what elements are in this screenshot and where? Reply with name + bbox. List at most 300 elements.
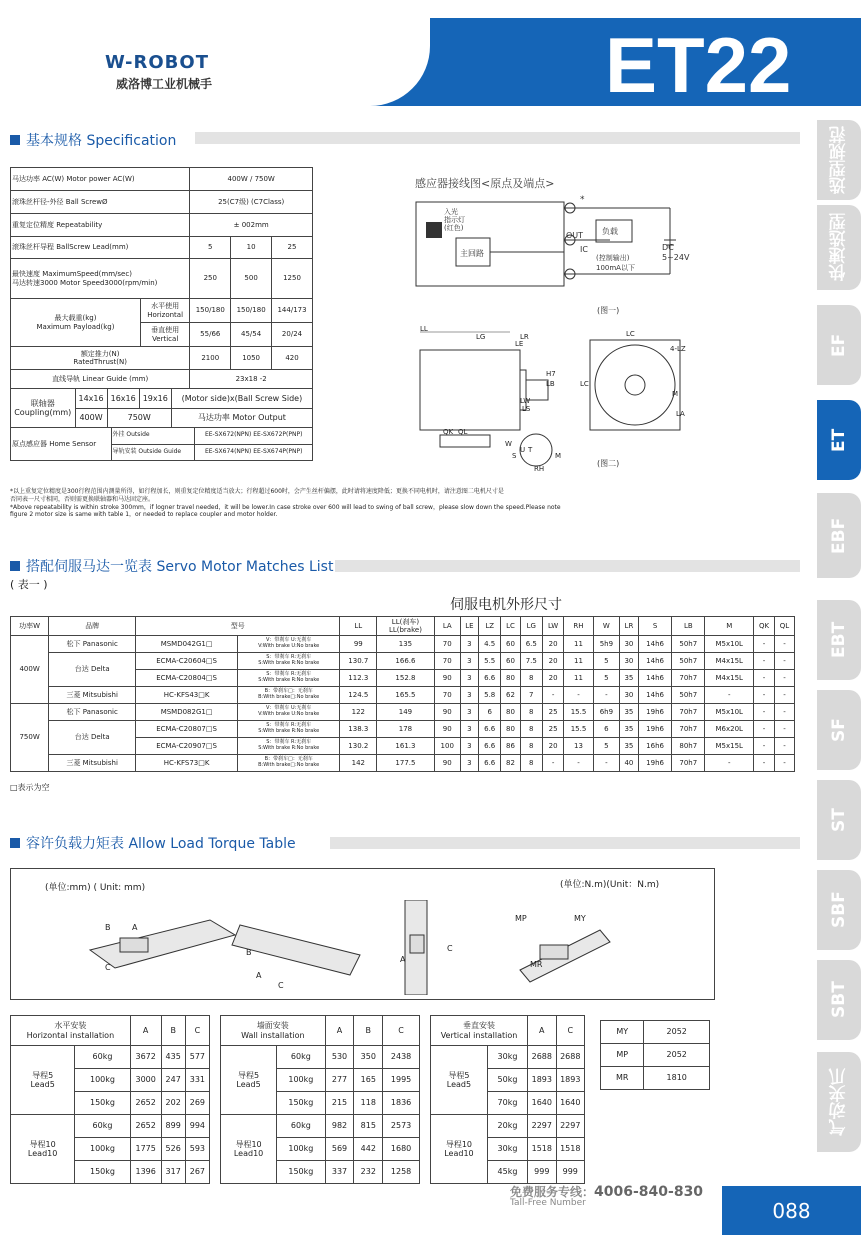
- light-label-3: (红色): [444, 224, 464, 232]
- dc-voltage: 5~24V: [662, 253, 690, 262]
- label-my: MY: [574, 914, 586, 923]
- vertical-value: 55/66: [190, 323, 231, 347]
- coupling-power: 400W: [75, 408, 107, 427]
- torque-cell: 982: [325, 1115, 354, 1138]
- servo-cell: -: [705, 686, 754, 703]
- servo-cell: 99: [340, 635, 377, 652]
- thrust-value: 420: [272, 347, 313, 370]
- torque-table-title: 墙面安装 Wall installation: [221, 1016, 326, 1046]
- torque-section-bar: [330, 837, 800, 849]
- dim-lg: LG: [476, 333, 486, 341]
- dim-u: U: [520, 446, 526, 454]
- servo-col-header: LG: [520, 616, 543, 635]
- servo-cell: 60: [501, 652, 520, 669]
- ic-note: (控制输出): [596, 254, 630, 262]
- servo-cell: 178: [377, 720, 434, 737]
- servo-col-header: QL: [774, 616, 794, 635]
- torque-title-text: 容许负载力矩表 Allow Load Torque Table: [26, 836, 296, 852]
- torque-table-title: 水平安装 Horizontal installation: [11, 1016, 131, 1046]
- dim-lc: LC: [626, 330, 635, 338]
- servo-brake: S：带刹车 R:无刹车 S:With brake R:No brake: [237, 720, 339, 737]
- dim-lb: LB: [546, 380, 555, 388]
- servo-col-header: QK: [754, 616, 775, 635]
- servo-cell: -: [593, 754, 619, 771]
- side-tab-7[interactable]: ST: [817, 780, 861, 860]
- servo-cell: -: [754, 703, 775, 720]
- torque-cell: 100kg: [277, 1138, 326, 1161]
- servo-brand: 松下 Panasonic: [49, 635, 136, 652]
- torque-cell: 100kg: [75, 1138, 130, 1161]
- servo-cell: 3: [460, 652, 478, 669]
- servo-cell: 130.7: [340, 652, 377, 669]
- dim-lz: 4-LZ: [670, 345, 686, 353]
- servo-model: ECMA-C20804□S: [136, 669, 238, 686]
- label-a: A: [132, 923, 138, 932]
- torque-cell: 1893: [528, 1069, 556, 1092]
- servo-cell: 86: [501, 737, 520, 754]
- servo-cell: 35: [619, 669, 638, 686]
- servo-cell: 112.3: [340, 669, 377, 686]
- servo-cell: 90: [434, 754, 460, 771]
- servo-brand: 台达 Delta: [49, 720, 136, 754]
- vertical-label: 垂直使用 Vertical: [141, 323, 190, 347]
- servo-cell: 8: [520, 669, 543, 686]
- servo-table: [10, 594, 795, 772]
- torque-cell: 1680: [383, 1138, 420, 1161]
- servo-cell: 165.5: [377, 686, 434, 703]
- servo-cell: 6.6: [478, 754, 501, 771]
- torque-cell: 70kg: [487, 1092, 527, 1115]
- servo-cell: -: [774, 686, 794, 703]
- torque-cell: 1258: [383, 1161, 420, 1184]
- servo-cell: 80: [501, 720, 520, 737]
- servo-cell: 62: [501, 686, 520, 703]
- side-tab-4[interactable]: EBF: [817, 493, 861, 578]
- vertical-value: 45/54: [231, 323, 272, 347]
- servo-row: [11, 652, 795, 669]
- torque-cell: 150kg: [75, 1161, 130, 1184]
- servo-col-header: LW: [543, 616, 564, 635]
- torque-cell: 1775: [130, 1138, 161, 1161]
- servo-cell: -: [774, 703, 794, 720]
- torque-cell: 1640: [528, 1092, 556, 1115]
- lead-value: 10: [231, 237, 272, 259]
- servo-cell: 20: [543, 635, 564, 652]
- speed-value: 1250: [272, 259, 313, 299]
- servo-brake: V：带刹车 U:无刹车 V:With brake U:No brake: [237, 635, 339, 652]
- torque-cell: 269: [185, 1092, 209, 1115]
- torque-cell: 1396: [130, 1161, 161, 1184]
- servo-cell: 8: [520, 754, 543, 771]
- torque-cell: 815: [354, 1115, 383, 1138]
- spec-section-bar: [195, 132, 800, 144]
- spec-row-value: 25(C7级) (C7Class): [190, 191, 313, 214]
- moment-value: 2052: [644, 1021, 710, 1044]
- servo-cell: -: [774, 737, 794, 754]
- wiring-title: 感应器接线图<原点及端点>: [415, 177, 555, 190]
- coupling-power: 750W: [107, 408, 171, 427]
- note-line: 否同表一尺寸相同，否则需更换联轴器和马达固定座。: [10, 495, 155, 503]
- servo-cell: 70h7: [672, 669, 705, 686]
- torque-col-header: A: [325, 1016, 354, 1046]
- torque-cell: 30kg: [487, 1046, 527, 1069]
- torque-cell: 1893: [556, 1069, 584, 1092]
- servo-brand: 三菱 Mitsubishi: [49, 686, 136, 703]
- lead-label: 导程10 Lead10: [431, 1115, 488, 1184]
- servo-cell: 8: [520, 703, 543, 720]
- servo-cell: 142: [340, 754, 377, 771]
- sensor-table: [11, 428, 312, 460]
- coupling-desc: (Motor side)x(Ball Screw Side): [171, 389, 312, 408]
- dim-ql: QL: [458, 428, 468, 436]
- main-circuit-label: 主回路: [460, 249, 484, 258]
- servo-cell: -: [593, 686, 619, 703]
- sensor-label: 原点感应器 Home Sensor: [11, 428, 111, 460]
- torque-row: [11, 1046, 210, 1069]
- servo-col-header: 功率W: [11, 616, 49, 635]
- dim-w: W: [505, 440, 512, 448]
- side-tab-5[interactable]: EBT: [817, 600, 861, 680]
- lead-value: 5: [190, 237, 231, 259]
- torque-row: [431, 1046, 585, 1069]
- vertical-torque-table: [430, 1015, 585, 1184]
- horizontal-value: 150/180: [231, 299, 272, 323]
- servo-cell: 11: [564, 652, 594, 669]
- dim-ls: LS: [522, 405, 531, 413]
- square-bullet-icon: [10, 561, 20, 571]
- servo-cell: 70: [434, 686, 460, 703]
- servo-cell: 50h7: [672, 652, 705, 669]
- servo-cell: 30: [619, 686, 638, 703]
- servo-cell: 6.5: [520, 635, 543, 652]
- label-mr: MR: [530, 960, 543, 969]
- servo-cell: 177.5: [377, 754, 434, 771]
- servo-cell: M4x15L: [705, 669, 754, 686]
- servo-col-header: LC: [501, 616, 520, 635]
- servo-col-header: M: [705, 616, 754, 635]
- servo-cell: 5.8: [478, 686, 501, 703]
- horizontal-value: 144/173: [272, 299, 313, 323]
- torque-cell: 526: [161, 1138, 185, 1161]
- servo-cell: 14h6: [638, 669, 671, 686]
- servo-brand: 三菱 Mitsubishi: [49, 754, 136, 771]
- servo-cell: -: [774, 652, 794, 669]
- side-tab-10[interactable]: 气动夹爪: [817, 1052, 861, 1152]
- torque-cell: 317: [161, 1161, 185, 1184]
- sensor-in-values: EE-SX674(NPN) EE-SX674P(PNP): [195, 444, 312, 460]
- servo-cell: 40: [619, 754, 638, 771]
- torque-row: [221, 1046, 420, 1069]
- servo-cell: 3: [460, 754, 478, 771]
- figure-2-label: (图二): [597, 459, 620, 468]
- torque-cell: 2688: [556, 1046, 584, 1069]
- torque-col-header: C: [556, 1016, 584, 1046]
- torque-cell: 247: [161, 1069, 185, 1092]
- light-label: 入光: [444, 208, 458, 216]
- side-tab-0[interactable]: 选型规范: [817, 120, 861, 200]
- torque-cell: 60kg: [75, 1046, 130, 1069]
- dim-ll: LL: [420, 325, 428, 333]
- side-tab-3[interactable]: ET: [817, 400, 861, 480]
- servo-row: [11, 754, 795, 771]
- side-tab-1[interactable]: 快速选型: [817, 205, 861, 290]
- servo-cell: 35: [619, 720, 638, 737]
- moment-label: MR: [601, 1067, 644, 1090]
- torque-illustrations: [60, 900, 620, 995]
- servo-model: MSMD082G1□: [136, 703, 238, 720]
- dc-label: DC: [662, 243, 674, 252]
- servo-power: 400W: [11, 635, 49, 703]
- thrust-label: 额定推力(N) RatedThrust(N): [11, 347, 190, 370]
- servo-section-title: [10, 556, 333, 576]
- servo-cell: 16h6: [638, 737, 671, 754]
- torque-cell: 202: [161, 1092, 185, 1115]
- square-bullet-icon: [10, 838, 20, 848]
- torque-cell: 60kg: [277, 1115, 326, 1138]
- servo-table-title: 伺服电机外形尺寸: [449, 596, 562, 613]
- servo-cell: 6.6: [478, 669, 501, 686]
- servo-cell: 6.6: [478, 737, 501, 754]
- servo-brake: V：带刹车 U:无刹车 V:With brake U:No brake: [237, 703, 339, 720]
- servo-row: [11, 720, 795, 737]
- servo-cell: M4x15L: [705, 652, 754, 669]
- dim-h7: H7: [546, 370, 556, 378]
- torque-cell: 150kg: [277, 1092, 326, 1115]
- servo-cell: 70h7: [672, 754, 705, 771]
- label-b: B: [105, 923, 111, 932]
- servo-cell: M6x20L: [705, 720, 754, 737]
- torque-cell: 20kg: [487, 1115, 527, 1138]
- servo-cell: 80: [501, 703, 520, 720]
- note-line: *Above repeatability is within stroke 300mm，if logner travel needed，it will be lower.In case stroke over 600 will lead to swing of ball screw，please slow down the speed.Please note: [10, 503, 561, 511]
- torque-cell: 1836: [383, 1092, 420, 1115]
- moment-row: [601, 1021, 710, 1044]
- servo-col-header: LL(刹车) LL(brake): [377, 616, 434, 635]
- torque-cell: 232: [354, 1161, 383, 1184]
- servo-title-text: 搭配伺服马达一览表 Servo Motor Matches List: [26, 559, 334, 575]
- servo-cell: 13: [564, 737, 594, 754]
- dim-t: T: [528, 446, 533, 454]
- torque-col-header: A: [130, 1016, 161, 1046]
- label-mp: MP: [515, 914, 527, 923]
- lead-label: 滚珠丝杆导程 BallScrew Lead(mm): [11, 237, 190, 259]
- dim-la: LA: [676, 410, 685, 418]
- torque-col-header: A: [528, 1016, 556, 1046]
- dim-s: S: [512, 452, 517, 460]
- dim-qk: QK: [443, 428, 454, 436]
- dim-lw: LW: [520, 397, 531, 405]
- spec-row-value: 400W / 750W: [190, 168, 313, 191]
- servo-cell: 20: [543, 652, 564, 669]
- servo-model: ECMA-C20807□S: [136, 720, 238, 737]
- torque-cell: 150kg: [75, 1092, 130, 1115]
- torque-cell: 2297: [528, 1115, 556, 1138]
- servo-col-header: LE: [460, 616, 478, 635]
- spec-row-label: 滚珠丝杆径-外径 Ball ScrewØ: [11, 191, 190, 214]
- label-c-3: C: [447, 944, 453, 953]
- page-number: 088: [722, 1186, 861, 1235]
- ic-note-2: 100mA以下: [596, 264, 635, 272]
- servo-cell: 8: [520, 720, 543, 737]
- servo-cell: 80: [501, 669, 520, 686]
- torque-col-header: B: [161, 1016, 185, 1046]
- servo-cell: 11: [564, 669, 594, 686]
- note-line: figure 2 motor size is same with table 1，or needed to replace coupler and motor holder.: [10, 511, 278, 519]
- label-a-3: A: [400, 955, 406, 964]
- servo-cell: M5x15L: [705, 737, 754, 754]
- servo-cell: 5.5: [478, 652, 501, 669]
- servo-model: HC-KFS43□K: [136, 686, 238, 703]
- model-title: ET22: [605, 21, 792, 109]
- moment-table: [600, 1020, 710, 1090]
- torque-cell: 277: [325, 1069, 354, 1092]
- servo-cell: 90: [434, 703, 460, 720]
- coupling-size: 19x16: [139, 389, 171, 408]
- servo-cell: 80h7: [672, 737, 705, 754]
- torque-cell: 999: [556, 1161, 584, 1184]
- sensor-out-label: 外挂 Outside: [111, 428, 195, 444]
- moment-label: MY: [601, 1021, 644, 1044]
- servo-brand: 松下 Panasonic: [49, 703, 136, 720]
- label-b-2: B: [246, 948, 252, 957]
- label-c-2: C: [278, 981, 284, 990]
- servo-cell: 15.5: [564, 720, 594, 737]
- servo-cell: 50h7: [672, 635, 705, 652]
- servo-cell: 166.6: [377, 652, 434, 669]
- servo-col-header: 品牌: [49, 616, 136, 635]
- torque-cell: 1518: [528, 1138, 556, 1161]
- servo-cell: 100: [434, 737, 460, 754]
- servo-cell: M5x10L: [705, 635, 754, 652]
- lead-label: 导程10 Lead10: [11, 1115, 75, 1184]
- side-tab-2[interactable]: EF: [817, 305, 861, 385]
- hotline-number: 4006-840-830: [594, 1184, 704, 1200]
- note-line: *以上重复定位精度是300行程范围内测量所得，如行程加长，则重复定位精度适当放大；行程超过600时，会产生丝杆偏摆，此时请将速度降低；更换不同电机时，请注意图二电机尺寸是: [10, 488, 504, 495]
- servo-model: HC-KFS73□K: [136, 754, 238, 771]
- torque-cell: 1995: [383, 1069, 420, 1092]
- dim-lc-side: LC: [580, 380, 589, 388]
- servo-cell: 70: [434, 635, 460, 652]
- lead-label: 导程5 Lead5: [11, 1046, 75, 1115]
- servo-cell: 7.5: [520, 652, 543, 669]
- dim-lr: LR: [520, 333, 529, 341]
- torque-cell: 2573: [383, 1115, 420, 1138]
- guide-label: 直线导轨 Linear Guide (mm): [11, 370, 190, 389]
- servo-cell: 30: [619, 635, 638, 652]
- figure-1-label: (图一): [597, 306, 620, 315]
- servo-cell: 5: [593, 669, 619, 686]
- servo-cell: 3: [460, 720, 478, 737]
- servo-brake: B：带刹车□：无刹车 B:With brake□:No brake: [237, 754, 339, 771]
- torque-col-header: B: [354, 1016, 383, 1046]
- servo-cell: 70: [434, 652, 460, 669]
- side-tab-9[interactable]: SBT: [817, 960, 861, 1040]
- servo-cell: 7: [520, 686, 543, 703]
- star-mark: *: [580, 195, 585, 205]
- servo-cell: 14h6: [638, 652, 671, 669]
- servo-cell: -: [754, 686, 775, 703]
- torque-cell: 2652: [130, 1115, 161, 1138]
- side-tab-6[interactable]: SF: [817, 690, 861, 770]
- servo-cell: 60: [501, 635, 520, 652]
- horizontal-torque-table: [10, 1015, 210, 1184]
- torque-col-header: C: [383, 1016, 420, 1046]
- servo-cell: M5x10L: [705, 703, 754, 720]
- servo-cell: 8: [520, 737, 543, 754]
- lead-value: 25: [272, 237, 313, 259]
- torque-cell: 569: [325, 1138, 354, 1161]
- servo-cell: 6: [593, 720, 619, 737]
- lead-label: 导程5 Lead5: [431, 1046, 488, 1115]
- thrust-value: 1050: [231, 347, 272, 370]
- servo-brand: 台达 Delta: [49, 652, 136, 686]
- torque-row: [221, 1115, 420, 1138]
- spec-row-value: ± 002mm: [190, 214, 313, 237]
- torque-cell: 530: [325, 1046, 354, 1069]
- servo-row: [11, 635, 795, 652]
- hotline-label: 免费服务专线：: [510, 1185, 595, 1199]
- servo-col-header: LR: [619, 616, 638, 635]
- servo-cell: 30: [619, 652, 638, 669]
- torque-cell: 331: [185, 1069, 209, 1092]
- torque-cell: 100kg: [75, 1069, 130, 1092]
- torque-cell: 999: [528, 1161, 556, 1184]
- torque-cell: 899: [161, 1115, 185, 1138]
- servo-cell: 122: [340, 703, 377, 720]
- spec-section-title: [10, 130, 176, 150]
- servo-cell: 19h6: [638, 720, 671, 737]
- servo-cell: -: [543, 754, 564, 771]
- lead-label: 导程10 Lead10: [221, 1115, 277, 1184]
- torque-row: [431, 1115, 585, 1138]
- header-white-panel: [0, 18, 430, 106]
- servo-cell: 124.5: [340, 686, 377, 703]
- servo-cell: -: [754, 669, 775, 686]
- side-tab-8[interactable]: SBF: [817, 870, 861, 950]
- servo-cell: -: [754, 754, 775, 771]
- logo-chinese: 威洛博工业机械手: [116, 77, 213, 91]
- dim-m: M: [672, 390, 679, 398]
- servo-col-header: LZ: [478, 616, 501, 635]
- coupling-table: [11, 389, 312, 427]
- servo-cell: 161.3: [377, 737, 434, 754]
- servo-cell: -: [774, 635, 794, 652]
- wall-torque-table: [220, 1015, 420, 1184]
- servo-row: [11, 703, 795, 720]
- servo-brake: S：带刹车 R:无刹车 S:With brake R:No brake: [237, 652, 339, 669]
- torque-cell: 593: [185, 1138, 209, 1161]
- thrust-value: 2100: [190, 347, 231, 370]
- servo-subtitle: ( 表一 ): [10, 578, 48, 591]
- label-c: C: [105, 963, 111, 972]
- torque-section-title: [10, 833, 296, 853]
- dim-rh: RH: [534, 465, 545, 473]
- torque-cell: 442: [354, 1138, 383, 1161]
- moment-value: 2052: [644, 1044, 710, 1067]
- indicator-light-icon: [426, 222, 442, 238]
- servo-col-header: RH: [564, 616, 594, 635]
- servo-col-header: S: [638, 616, 671, 635]
- ic-label: IC: [580, 245, 588, 254]
- servo-cell: -: [543, 686, 564, 703]
- servo-cell: -: [754, 652, 775, 669]
- servo-cell: -: [564, 754, 594, 771]
- spec-row-label: 重复定位精度 Repeatability: [11, 214, 190, 237]
- servo-cell: 14h6: [638, 635, 671, 652]
- coupling-size: 16x16: [107, 389, 139, 408]
- servo-cell: 14h6: [638, 686, 671, 703]
- servo-cell: -: [754, 635, 775, 652]
